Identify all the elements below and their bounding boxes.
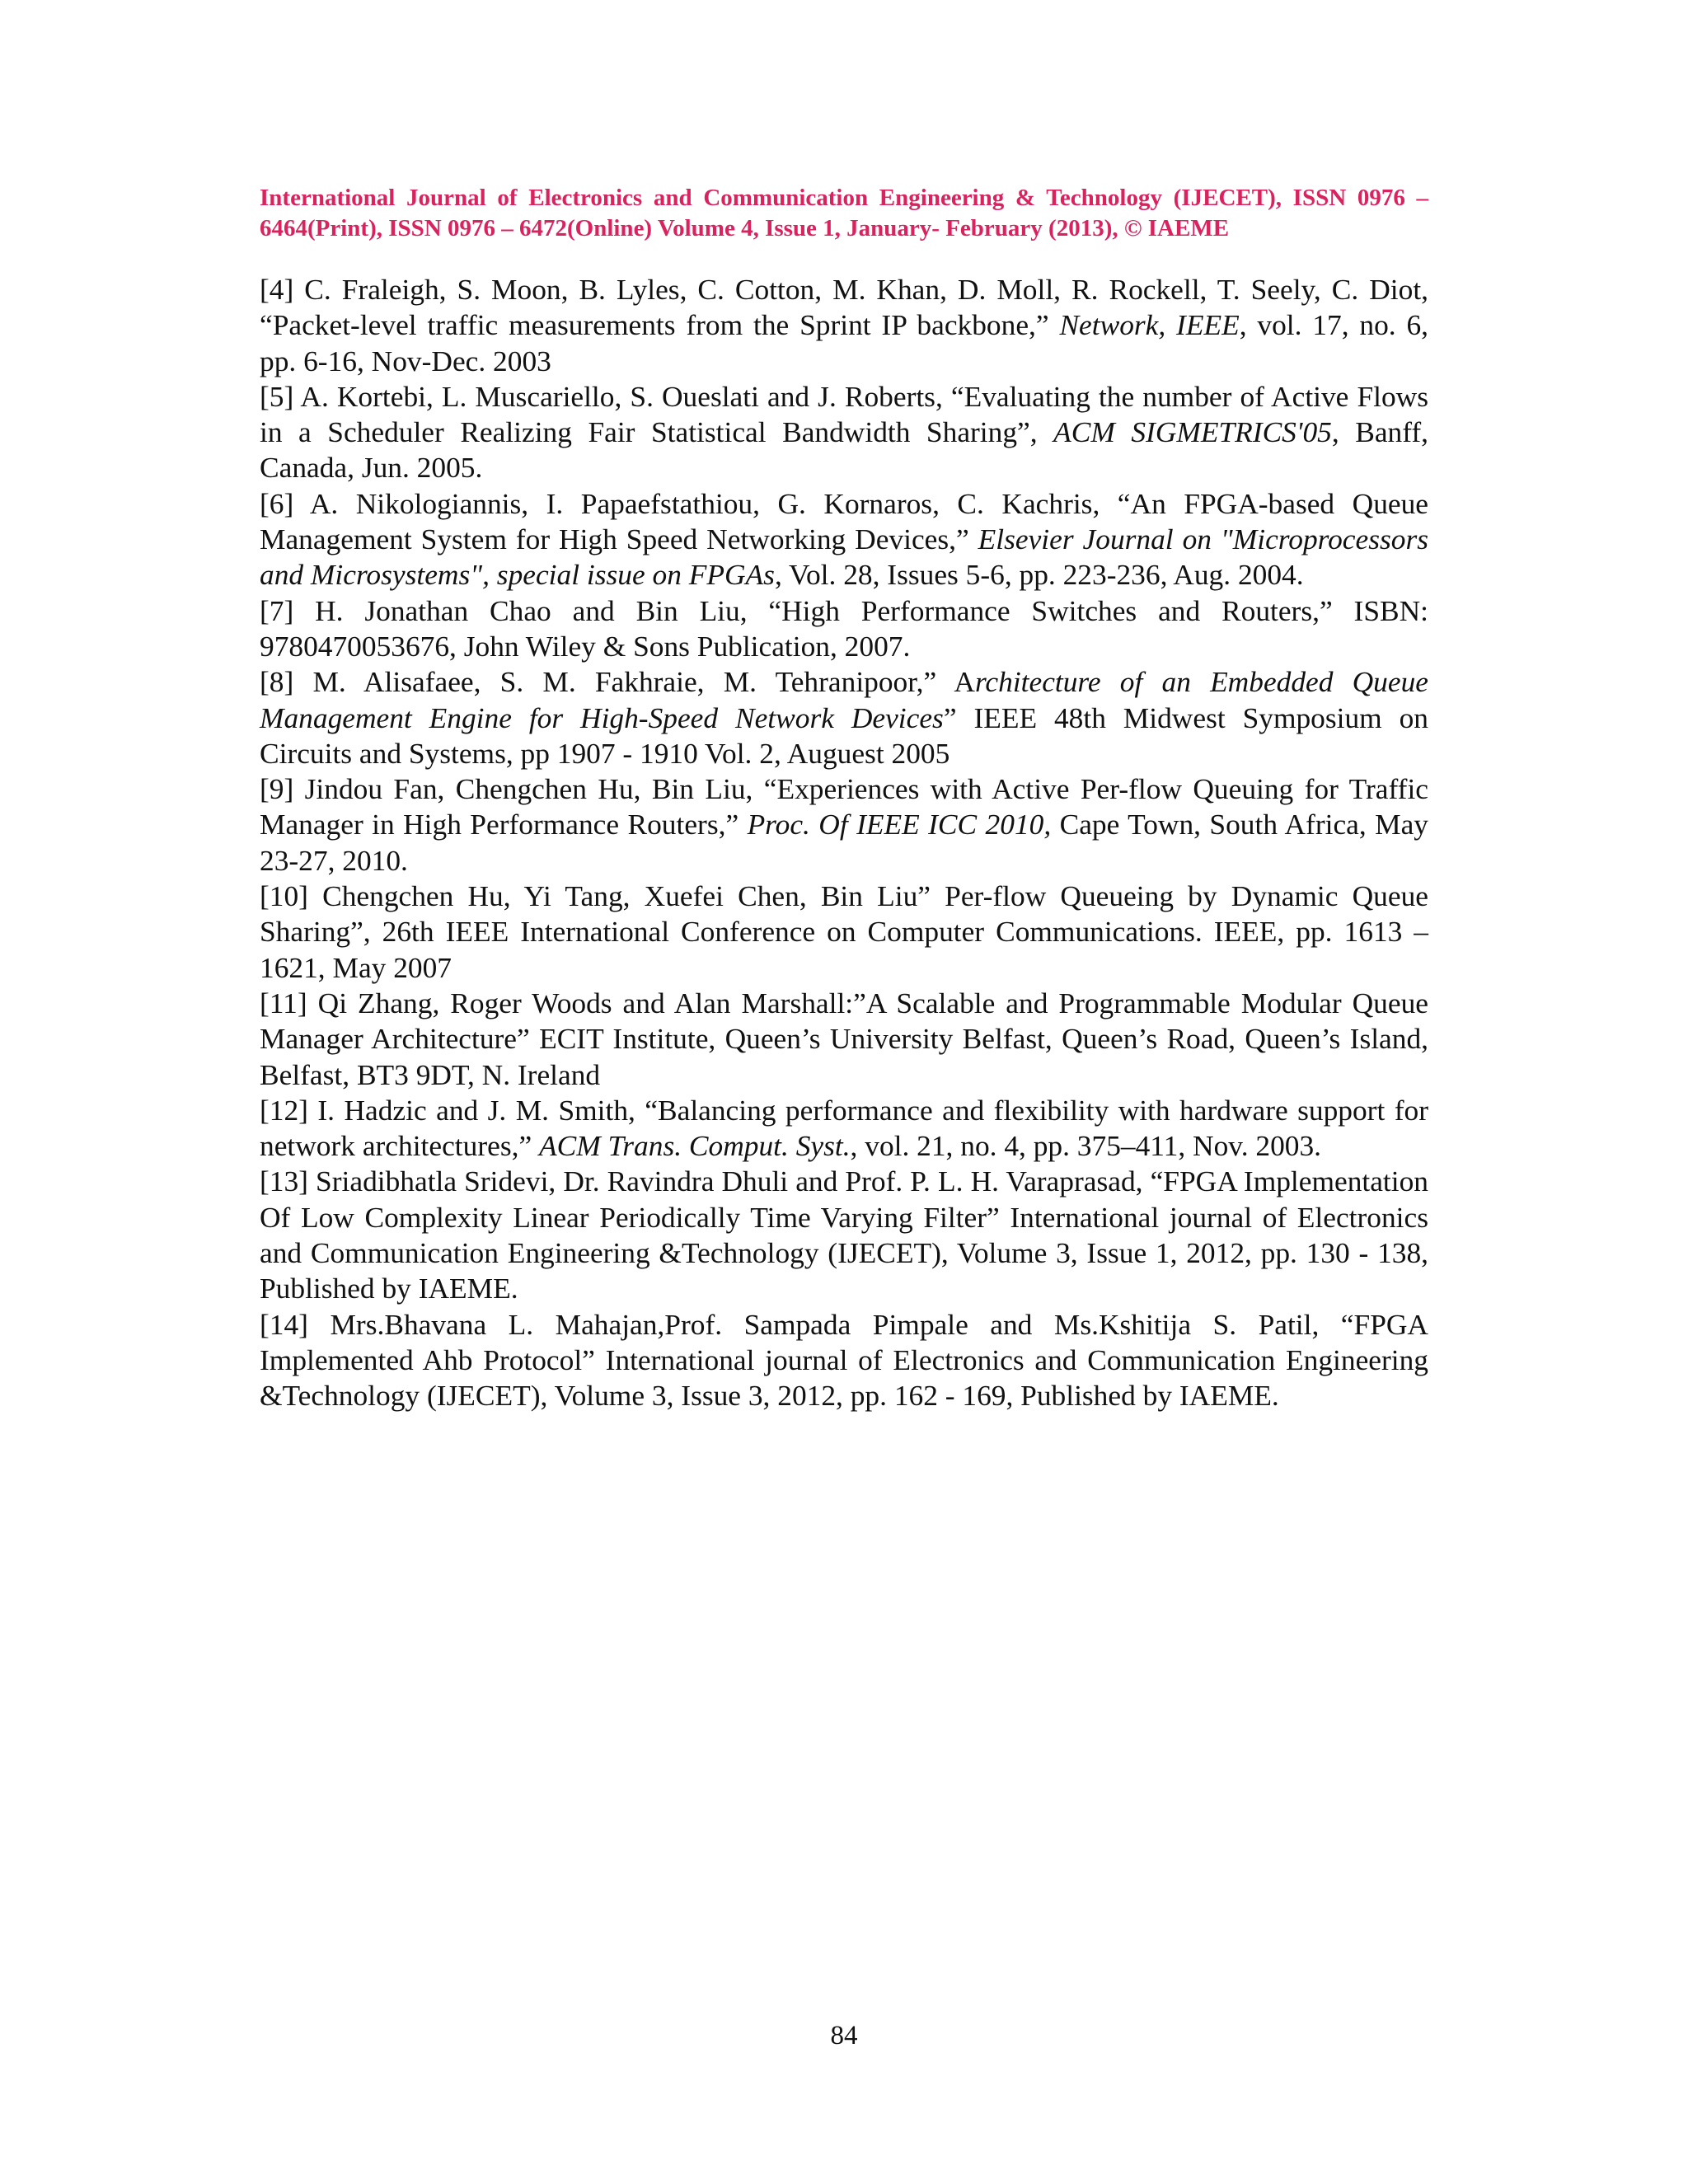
reference-11: [11] Qi Zhang, Roger Woods and Alan Marshall:”A Scalable and Programmable Modular Queue Manager Architecture” ECIT Institute, Queen’s University Belfast, Queen’s Road, Queen’s Island, Belfast, BT3 9DT, N. Ireland [260,986,1428,1091]
reference-6: [6] A. Nikologiannis, I. Papaefstathiou, G. Kornaros, C. Kachris, “An FPGA-based Queue Management System for High Speed Networking Devices,” Elsevier Journal on "Microprocessors and Microsystems", special issue on FPGAs, Vol. 28, Issues 5-6, pp. 223-236, Aug. 2004. [260,486,1428,592]
page-number: 84 [830,2021,858,2050]
reference-7: [7] H. Jonathan Chao and Bin Liu, “High Performance Switches and Routers,” ISBN: 9780470053676, John Wiley & Sons Publication, 2007. [260,593,1428,663]
reference-list [260,272,1428,1414]
reference-4: [4] C. Fraleigh, S. Moon, B. Lyles, C. Cotton, M. Khan, D. Moll, R. Rockell, T. Seely, C. Diot, “Packet-level traffic measurements from the Sprint IP backbone,” Network, IEEE, vol. 17, no. 6, pp. 6-16, Nov-Dec. 2003 [260,273,1428,377]
reference-8: [8] M. Alisafaee, S. M. Fakhraie, M. Tehranipoor,” Architecture of an Embedded Queue Management Engine for High-Speed Network Devices” IEEE 48th Midwest Symposium on Circuits and Systems, pp 1907 - 1910 Vol. 2, Auguest 2005 [260,665,1428,770]
reference-5: [5] A. Kortebi, L. Muscariello, S. Oueslati and J. Roberts, “Evaluating the number of Active Flows in a Scheduler Realizing Fair Statistical Bandwidth Sharing”, ACM SIGMETRICS'05, Banff, Canada, Jun. 2005. [260,379,1429,485]
journal-header-text: International Journal of Electronics and Communication Engineering & Technology (IJECET), ISSN 0976 – 6464(Print), ISSN 0976 – 6472(Online) Volume 4, Issue 1, January- February (2013), © IAEME [260,185,1428,241]
reference-10: [10] Chengchen Hu, Yi Tang, Xuefei Chen, Bin Liu” Per-flow Queueing by Dynamic Queue Sharing”, 26th IEEE International Conference on Computer Communications. IEEE, pp. 1613 – 1621, May 2007 [260,879,1428,984]
reference-9: [9] Jindou Fan, Chengchen Hu, Bin Liu, “Experiences with Active Per-flow Queuing for Traffic Manager in High Performance Routers,” Proc. Of IEEE ICC 2010, Cape Town, South Africa, May 23-27, 2010. [260,772,1428,877]
journal-header [260,183,1428,244]
reference-14: [14] Mrs.Bhavana L. Mahajan,Prof. Sampada Pimpale and Ms.Kshitija S. Patil, “FPGA Implemented Ahb Protocol” International journal of Electronics and Communication Engineering &Technology (IJECET), Volume 3, Issue 3, 2012, pp. 162 - 169, Published by IAEME. [260,1307,1428,1413]
reference-13: [13] Sriadibhatla Sridevi, Dr. Ravindra Dhuli and Prof. P. L. H. Varaprasad, “FPGA Implementation Of Low Complexity Linear Periodically Time Varying Filter” International journal of Electronics and Communication Engineering &Technology (IJECET), Volume 3, Issue 1, 2012, pp. 130 - 138, Published by IAEME. [260,1165,1428,1305]
reference-12: [12] I. Hadzic and J. M. Smith, “Balancing performance and flexibility with hardware support for network architectures,” ACM Trans. Comput. Syst., vol. 21, no. 4, pp. 375–411, Nov. 2003. [260,1093,1428,1163]
